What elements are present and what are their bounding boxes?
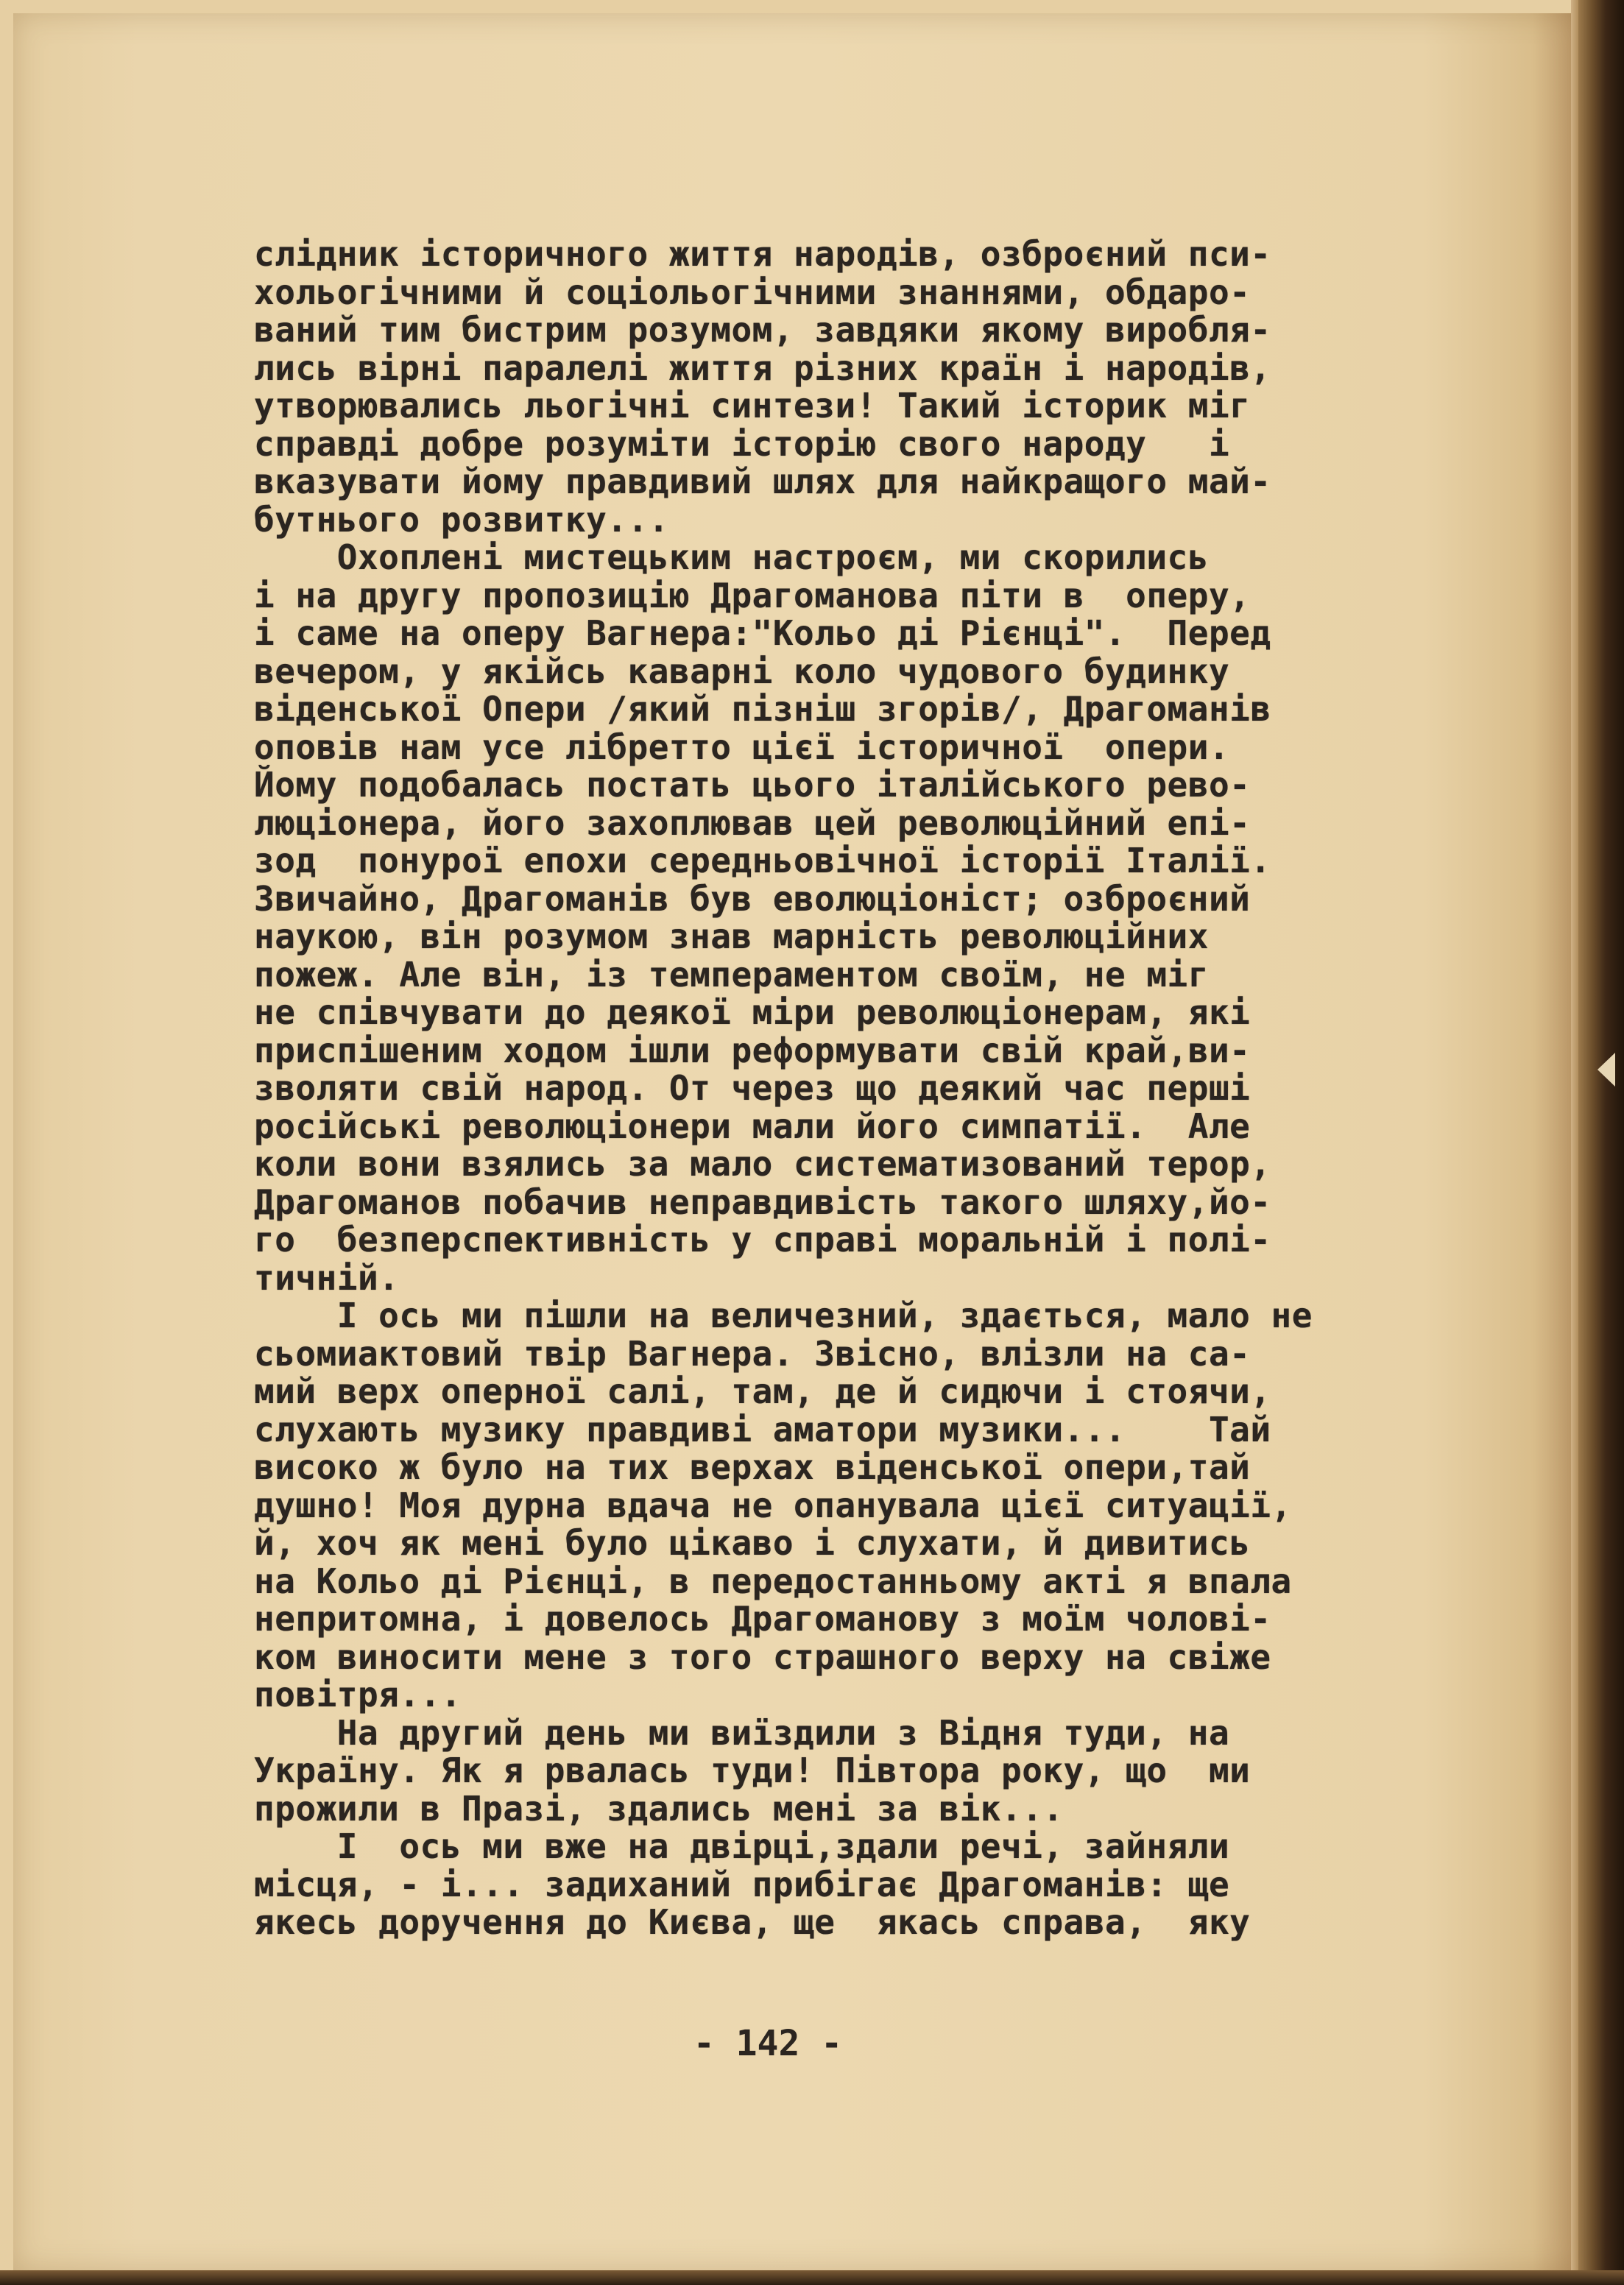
text-line: вказувати йому правдивий шлях для найкращого май- [254, 462, 1271, 501]
text-line: утворювались льогічні синтези! Такий історик міг [254, 386, 1251, 425]
page-edge-strip [1571, 0, 1578, 2285]
text-line: справді добре розуміти історію свого народу і [254, 423, 1230, 464]
text-line: і саме на оперу Вагнера:"Кольо ді Рієнці". Перед [254, 613, 1271, 653]
text-line: не співчувати до деякої міри революціонерам, які [254, 992, 1251, 1032]
text-line: люціонера, його захоплював цей революційний епі- [254, 802, 1251, 843]
text-line: пожеж. Але він, із темпераментом своїм, не міг [254, 954, 1209, 995]
text-line: російські революціонери мали його симпатії. Але [254, 1106, 1251, 1146]
text-line: Йому подобалась постать цього італійського рево- [254, 765, 1251, 805]
text-line: ваний тим бистрим розумом, завдяки якому виробля- [254, 310, 1271, 350]
text-line: сьомиактовий твір Вагнера. Звісно, влізли на са- [254, 1333, 1251, 1374]
text-line: місця, - і... задиханий прибігає Драгоманів: ще [254, 1864, 1230, 1904]
bottom-edge [0, 2270, 1624, 2285]
text-line: й, хоч як мені було цікаво і слухати, й дивитись [254, 1523, 1251, 1563]
text-line: коли вони взялись за мало систематизований терор, [254, 1144, 1271, 1184]
text-line: наукою, він розумом знав марність революційних [254, 917, 1209, 956]
body-text [254, 236, 1476, 1942]
text-line: приспішеним ходом ішли реформувати свій край,ви- [254, 1030, 1251, 1070]
text-line: непритомна, і довелось Драгоманову з моїм чолові- [254, 1599, 1271, 1639]
text-line: Охоплені мистецьким настроєм, ми скорились [254, 537, 1209, 577]
text-line: прожили в Празі, здались мені за вік... [254, 1788, 1064, 1829]
page-number: - 142 - [693, 2023, 843, 2064]
text-line: Україну. Як я рвалась туди! Півтора року, що ми [254, 1751, 1251, 1790]
text-line: слідник історичного життя народів, озброєний пси- [254, 234, 1271, 274]
text-line: Звичайно, Драгоманів був еволюціоніст; озброєний [254, 878, 1251, 919]
text-line: лись вірні паралелі життя різних країн і народів, [254, 347, 1271, 388]
text-line: Драгоманов побачив неправдивість такого шляху,йо- [254, 1182, 1271, 1222]
text-line: зволяти свій народ. От через що деякий час перші [254, 1068, 1251, 1108]
text-line: і на другу пропозицію Драгоманова піти в оперу, [254, 575, 1251, 615]
text-line: І ось ми вже на двірці,здали речі, зайняли [254, 1826, 1230, 1866]
text-line: душно! Моя дурна вдача не опанувала цієї ситуації, [254, 1485, 1292, 1525]
book-spine-edge [1578, 0, 1624, 2285]
text-line: оповів нам усе лібретто цієї історичної опери. [254, 727, 1230, 767]
text-line: ком виносити мене з того страшного верху на свіже [254, 1636, 1271, 1677]
text-line: тичній. [254, 1257, 400, 1298]
text-line: бутнього розвитку... [254, 499, 669, 540]
text-line: зод понурої епохи середньовічної історії Італії. [254, 841, 1271, 880]
text-line: І ось ми пішли на величезний, здається, мало не [254, 1296, 1313, 1335]
text-line: На другий день ми виїздили з Відня туди, на [254, 1712, 1230, 1753]
text-line: мий верх оперної салі, там, де й сидючи і стоячи, [254, 1371, 1271, 1411]
text-line: повітря... [254, 1675, 462, 1714]
text-line: слухають музику правдиві аматори музики... Тай [254, 1409, 1271, 1449]
text-line: високо ж було на тих верхах віденської опери,тай [254, 1447, 1251, 1487]
text-line: на Кольо ді Рієнці, в передостанньому акті я впала [254, 1561, 1292, 1601]
text-line: якесь доручення до Києва, ще якась справа, яку [254, 1902, 1251, 1942]
text-line: віденської Опери /який пізніш згорів/, Драгоманів [254, 689, 1271, 729]
text-line: го безперспективність у справі моральній і полі- [254, 1220, 1271, 1260]
text-line: хольогічними й соціольогічними знаннями, обдаро- [254, 272, 1251, 312]
text-line: вечером, у якійсь каварні коло чудового будинку [254, 651, 1230, 691]
